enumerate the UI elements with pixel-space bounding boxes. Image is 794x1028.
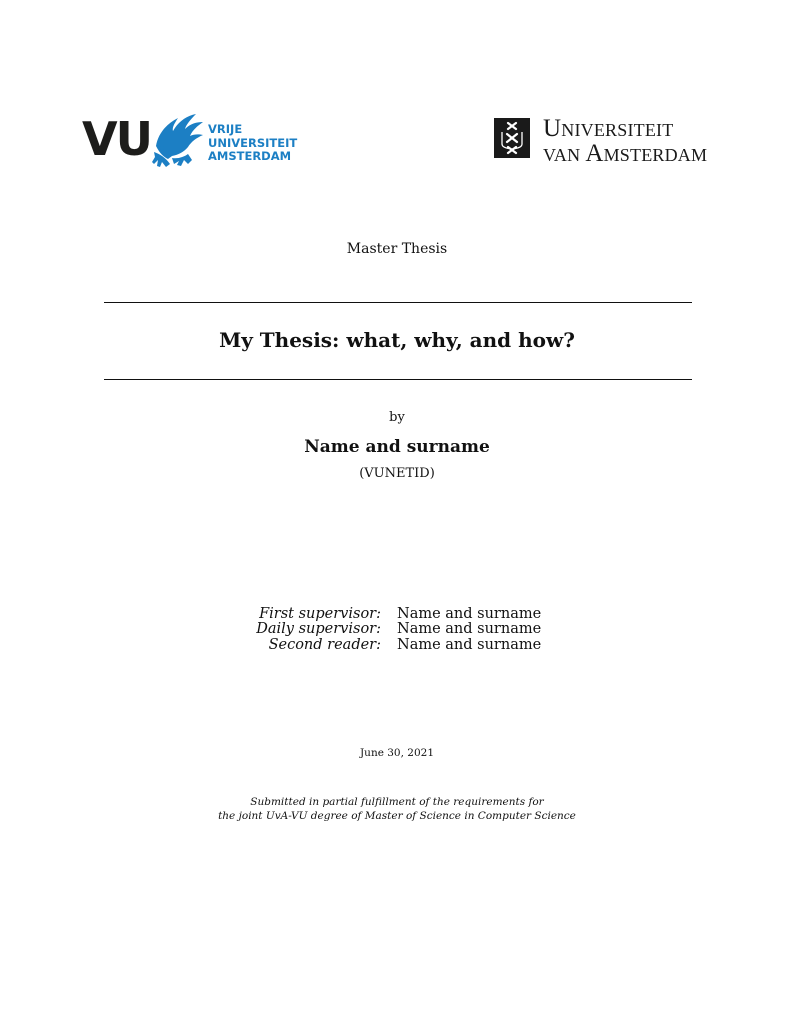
- top-rule: [104, 302, 692, 303]
- thesis-type: Master Thesis: [346, 241, 448, 257]
- vu-logo-letters: VU: [82, 112, 151, 166]
- author-name: Name and surname: [304, 437, 490, 457]
- crosses-shield-graphic: [494, 118, 530, 158]
- supervisor-name: Name and surname: [397, 621, 542, 638]
- supervisor-table: [0, 607, 794, 653]
- submission-line: the joint UvA-VU degree of Master of Science in Computer Science: [218, 810, 576, 822]
- uva-logo-text: [543, 116, 707, 166]
- thesis-title: My Thesis: what, why, and how?: [219, 328, 575, 352]
- uva-logo: [494, 116, 734, 166]
- supervisor-name: Name and surname: [397, 636, 542, 653]
- author-id: (VUNETID): [359, 466, 435, 481]
- vu-logo: [82, 112, 302, 168]
- uva-logo-line: Universiteit: [543, 115, 674, 142]
- supervisor-role: Daily supervisor:: [256, 621, 381, 638]
- vu-logo-line: VRIJE: [208, 122, 243, 136]
- submission-note: [0, 795, 794, 823]
- supervisor-role: Second reader:: [268, 636, 381, 653]
- vu-logo-text: [208, 123, 297, 164]
- supervisor-name: Name and surname: [397, 606, 542, 622]
- submission-line: Submitted in partial fulfillment of the requirements for: [250, 796, 544, 808]
- vu-logo-line: AMSTERDAM: [208, 149, 292, 163]
- griffin-icon: [148, 112, 206, 168]
- supervisor-row: [0, 638, 794, 653]
- thesis-date: June 30, 2021: [359, 747, 435, 759]
- supervisor-row: [0, 607, 794, 622]
- vu-logo-line: UNIVERSITEIT: [208, 135, 298, 150]
- supervisor-row: [0, 622, 794, 637]
- bottom-rule: [104, 379, 692, 380]
- supervisor-role: First supervisor:: [259, 606, 381, 622]
- crosses-shield-icon: [494, 118, 530, 158]
- uva-logo-line: van Amsterdam: [543, 140, 708, 167]
- by-label: by: [389, 410, 405, 425]
